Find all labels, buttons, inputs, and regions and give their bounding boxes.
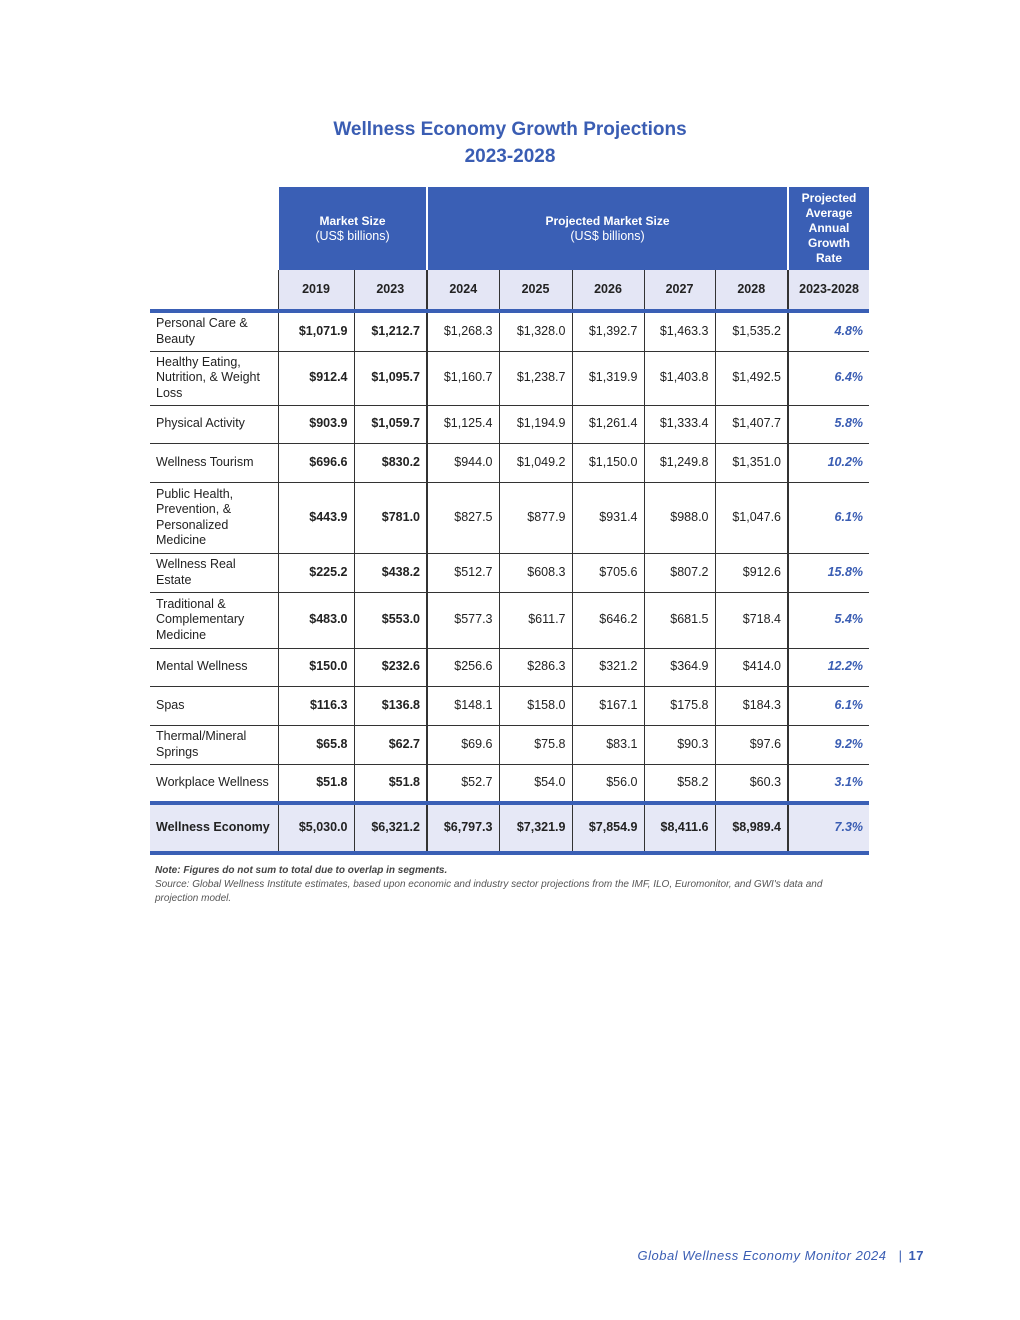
value-cell-2023: $1,095.7 (354, 351, 427, 405)
value-cell-2024: $1,268.3 (427, 311, 499, 351)
value-cell-2019: $483.0 (278, 592, 354, 648)
table-row (150, 351, 869, 405)
row-label: Wellness Real Estate (150, 553, 278, 592)
value-cell-2028: $414.0 (715, 648, 788, 686)
value-cell-2024: $6,797.3 (427, 803, 499, 853)
growth-rate-cell: 12.2% (788, 648, 869, 686)
value-cell-2023: $1,059.7 (354, 405, 427, 443)
value-cell-2026: $1,150.0 (572, 443, 644, 482)
value-cell-2026: $83.1 (572, 725, 644, 764)
value-cell-2019: $65.8 (278, 725, 354, 764)
growth-rate-cell: 3.1% (788, 764, 869, 803)
value-cell-2027: $1,333.4 (644, 405, 715, 443)
year-blank (150, 270, 278, 311)
growth-projections-table (150, 187, 869, 855)
value-cell-2028: $1,351.0 (715, 443, 788, 482)
footer-separator: | (898, 1248, 903, 1263)
value-cell-2025: $1,238.7 (499, 351, 572, 405)
value-cell-2025: $54.0 (499, 764, 572, 803)
value-cell-2027: $8,411.6 (644, 803, 715, 853)
value-cell-2027: $1,403.8 (644, 351, 715, 405)
table-title (0, 116, 1020, 170)
table-row (150, 686, 869, 725)
value-cell-2028: $97.6 (715, 725, 788, 764)
value-cell-2025: $158.0 (499, 686, 572, 725)
note-text: Note: Figures do not sum to total due to overlap in segments. (155, 865, 448, 876)
table-notes (155, 864, 855, 906)
source-text: Source: Global Wellness Institute estimates, based upon economic and industry sector projections from the IMF, ILO, Euromonitor, and GWI's data and projection model. (155, 879, 823, 904)
year-header-2025: 2025 (499, 270, 572, 311)
value-cell-2019: $51.8 (278, 764, 354, 803)
value-cell-2023: $438.2 (354, 553, 427, 592)
value-cell-2025: $1,328.0 (499, 311, 572, 351)
value-cell-2023: $830.2 (354, 443, 427, 482)
title-line-1: Wellness Economy Growth Projections (333, 119, 687, 140)
value-cell-2019: $5,030.0 (278, 803, 354, 853)
value-cell-2023: $553.0 (354, 592, 427, 648)
value-cell-2024: $577.3 (427, 592, 499, 648)
header-projected-market-size: Projected Market Size (US$ billions) (427, 187, 788, 270)
value-cell-2023: $51.8 (354, 764, 427, 803)
header-blank (150, 187, 278, 270)
value-cell-2019: $696.6 (278, 443, 354, 482)
value-cell-2028: $1,407.7 (715, 405, 788, 443)
value-cell-2026: $705.6 (572, 553, 644, 592)
table-row (150, 725, 869, 764)
value-cell-2026: $167.1 (572, 686, 644, 725)
table-row (150, 405, 869, 443)
value-cell-2026: $1,261.4 (572, 405, 644, 443)
growth-rate-cell: 15.8% (788, 553, 869, 592)
value-cell-2023: $1,212.7 (354, 311, 427, 351)
row-label: Mental Wellness (150, 648, 278, 686)
value-cell-2027: $364.9 (644, 648, 715, 686)
table-row (150, 592, 869, 648)
row-label: Wellness Economy (150, 803, 278, 853)
value-cell-2019: $1,071.9 (278, 311, 354, 351)
growth-rate-cell: 6.1% (788, 482, 869, 553)
value-cell-2025: $1,194.9 (499, 405, 572, 443)
rate-period-header: 2023-2028 (788, 270, 869, 311)
growth-rate-cell: 6.4% (788, 351, 869, 405)
table-row (150, 311, 869, 351)
value-cell-2026: $931.4 (572, 482, 644, 553)
value-cell-2025: $608.3 (499, 553, 572, 592)
value-cell-2019: $225.2 (278, 553, 354, 592)
page-footer (638, 1248, 924, 1263)
value-cell-2027: $90.3 (644, 725, 715, 764)
header-growth-rate: Projected Average Annual Growth Rate (788, 187, 869, 270)
value-cell-2026: $646.2 (572, 592, 644, 648)
total-row (150, 803, 869, 853)
growth-rate-cell: 5.8% (788, 405, 869, 443)
value-cell-2025: $7,321.9 (499, 803, 572, 853)
value-cell-2019: $150.0 (278, 648, 354, 686)
value-cell-2026: $56.0 (572, 764, 644, 803)
value-cell-2027: $1,463.3 (644, 311, 715, 351)
value-cell-2019: $903.9 (278, 405, 354, 443)
growth-rate-cell: 5.4% (788, 592, 869, 648)
table-row (150, 553, 869, 592)
year-header-2028: 2028 (715, 270, 788, 311)
table-row (150, 648, 869, 686)
value-cell-2024: $69.6 (427, 725, 499, 764)
value-cell-2025: $75.8 (499, 725, 572, 764)
value-cell-2023: $232.6 (354, 648, 427, 686)
value-cell-2027: $681.5 (644, 592, 715, 648)
value-cell-2028: $184.3 (715, 686, 788, 725)
title-line-2: 2023-2028 (464, 146, 556, 167)
publication-name: Global Wellness Economy Monitor 2024 (637, 1248, 887, 1263)
value-cell-2024: $512.7 (427, 553, 499, 592)
value-cell-2028: $60.3 (715, 764, 788, 803)
value-cell-2028: $1,492.5 (715, 351, 788, 405)
value-cell-2026: $1,392.7 (572, 311, 644, 351)
value-cell-2024: $52.7 (427, 764, 499, 803)
value-cell-2028: $718.4 (715, 592, 788, 648)
growth-rate-cell: 7.3% (788, 803, 869, 853)
table-row (150, 764, 869, 803)
page-number: 17 (908, 1248, 924, 1263)
value-cell-2024: $148.1 (427, 686, 499, 725)
row-label: Physical Activity (150, 405, 278, 443)
value-cell-2027: $807.2 (644, 553, 715, 592)
year-header-2027: 2027 (644, 270, 715, 311)
row-label: Workplace Wellness (150, 764, 278, 803)
value-cell-2027: $988.0 (644, 482, 715, 553)
value-cell-2024: $944.0 (427, 443, 499, 482)
value-cell-2026: $7,854.9 (572, 803, 644, 853)
growth-rate-cell: 9.2% (788, 725, 869, 764)
row-label: Traditional & Complementary Medicine (150, 592, 278, 648)
value-cell-2019: $912.4 (278, 351, 354, 405)
value-cell-2026: $1,319.9 (572, 351, 644, 405)
growth-rate-cell: 4.8% (788, 311, 869, 351)
value-cell-2028: $1,047.6 (715, 482, 788, 553)
value-cell-2019: $443.9 (278, 482, 354, 553)
year-header-2023: 2023 (354, 270, 427, 311)
value-cell-2025: $1,049.2 (499, 443, 572, 482)
row-label: Public Health, Prevention, & Personalized Medicine (150, 482, 278, 553)
year-header-2019: 2019 (278, 270, 354, 311)
value-cell-2025: $286.3 (499, 648, 572, 686)
value-cell-2024: $1,160.7 (427, 351, 499, 405)
row-label: Thermal/Mineral Springs (150, 725, 278, 764)
row-label: Wellness Tourism (150, 443, 278, 482)
growth-rate-cell: 10.2% (788, 443, 869, 482)
growth-rate-cell: 6.1% (788, 686, 869, 725)
row-label: Healthy Eating, Nutrition, & Weight Loss (150, 351, 278, 405)
value-cell-2028: $1,535.2 (715, 311, 788, 351)
value-cell-2025: $611.7 (499, 592, 572, 648)
value-cell-2024: $827.5 (427, 482, 499, 553)
table-row (150, 482, 869, 553)
year-header-2024: 2024 (427, 270, 499, 311)
row-label: Spas (150, 686, 278, 725)
value-cell-2023: $6,321.2 (354, 803, 427, 853)
table-row (150, 443, 869, 482)
value-cell-2023: $62.7 (354, 725, 427, 764)
value-cell-2025: $877.9 (499, 482, 572, 553)
value-cell-2024: $1,125.4 (427, 405, 499, 443)
row-label: Personal Care & Beauty (150, 311, 278, 351)
year-header-2026: 2026 (572, 270, 644, 311)
value-cell-2028: $912.6 (715, 553, 788, 592)
value-cell-2027: $58.2 (644, 764, 715, 803)
value-cell-2027: $175.8 (644, 686, 715, 725)
value-cell-2028: $8,989.4 (715, 803, 788, 853)
value-cell-2027: $1,249.8 (644, 443, 715, 482)
value-cell-2024: $256.6 (427, 648, 499, 686)
value-cell-2019: $116.3 (278, 686, 354, 725)
header-market-size: Market Size (US$ billions) (278, 187, 427, 270)
value-cell-2026: $321.2 (572, 648, 644, 686)
value-cell-2023: $136.8 (354, 686, 427, 725)
value-cell-2023: $781.0 (354, 482, 427, 553)
